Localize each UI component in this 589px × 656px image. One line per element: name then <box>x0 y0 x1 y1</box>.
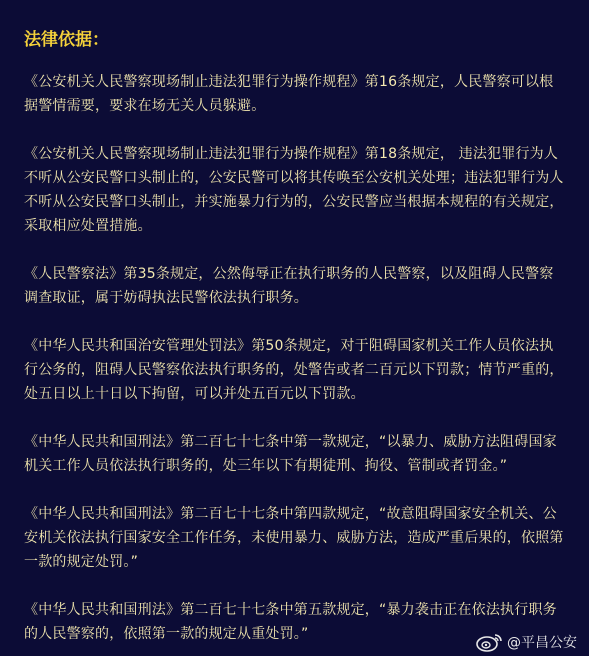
legal-paragraph-6: 《中华人民共和国刑法》第二百七十七条中第四款规定，“故意阻碍国家安全机关、公安机关依法执行国家安全工作任务，未使用暴力、威胁方法，造成严重后果的，依照第一款的规定处罚。” <box>24 506 564 570</box>
section-heading: 法律依据： <box>24 30 109 50</box>
weibo-icon <box>475 632 503 652</box>
legal-paragraph-7: 《中华人民共和国刑法》第二百七十七条中第五款规定，“暴力袭击正在依法执行职务的人民警察的，依照第一款的规定从重处罚。” <box>24 602 557 642</box>
weibo-watermark <box>475 632 577 652</box>
watermark-text: @平昌公安 <box>507 635 577 651</box>
legal-paragraph-2: 《公安机关人民警察现场制止违法犯罪行为操作规程》第18条规定， 违法犯罪行为人不听从公安民警口头制止的，公安民警可以将其传唤至公安机关处理；违法犯罪行为人不听从公安民警口头制止，并实施暴力行为的，公安民警应当根据本规程的有关规定，采取相应处置措施。 <box>24 146 564 234</box>
legal-paragraph-4: 《中华人民共和国治安管理处罚法》第50条规定，对于阻碍国家机关工作人员依法执行公务的，阻碍人民警察依法执行职务的，处警告或者二百元以下罚款；情节严重的，处五日以上十日以下拘留，可以并处五百元以下罚款。 <box>24 338 564 402</box>
legal-paragraph-3: 《人民警察法》第35条规定，公然侮辱正在执行职务的人民警察，以及阻碍人民警察调查取证，属于妨碍执法民警依法执行职务。 <box>24 266 554 306</box>
legal-paragraph-5: 《中华人民共和国刑法》第二百七十七条中第一款规定，“以暴力、威胁方法阻碍国家机关工作人员依法执行职务的，处三年以下有期徒刑、拘役、管制或者罚金。” <box>24 434 557 474</box>
legal-paragraph-1: 《公安机关人民警察现场制止违法犯罪行为操作规程》第16条规定，人民警察可以根据警情需要，要求在场无关人员躲避。 <box>24 74 554 114</box>
